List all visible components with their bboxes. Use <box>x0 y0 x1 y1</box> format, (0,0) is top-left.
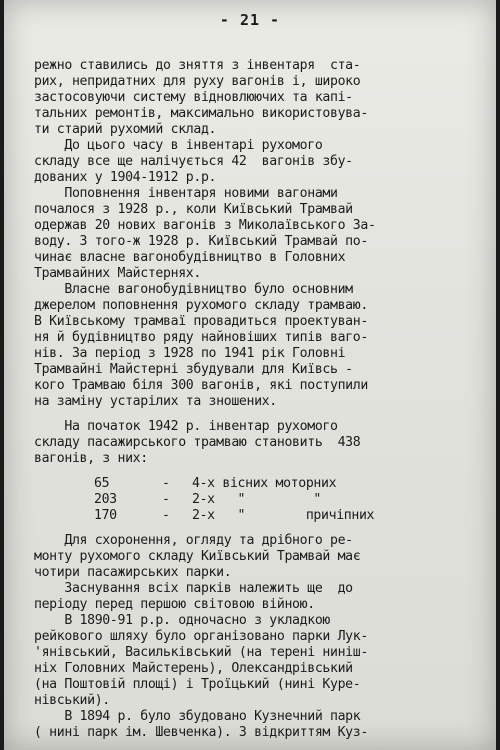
text-line: чинає власне вагонобудівництво в Головних <box>34 250 346 265</box>
text-line: ня й будівництво ряду найновіших типів ваго- <box>34 330 368 345</box>
text-line: ти старий рухомий склад. <box>34 122 217 137</box>
text-line: монту рухомого складу Київський Трамвай має <box>34 549 361 564</box>
text-line: дованих у 1904-1912 р.р. <box>34 170 217 185</box>
text-line: ніх Головних Майстерень), Олександрівський <box>34 661 353 676</box>
inventory-count: 65 <box>94 476 110 491</box>
paragraph-block-rolling-stock <box>34 58 482 282</box>
page-number: - 21 - <box>219 11 281 29</box>
inventory-count: 203 <box>94 492 117 507</box>
text-line: В 1894 р. було збудовано Кузнечний парк <box>34 709 361 724</box>
text-line: (на Поштовій площі) і Троїцький (нині Куре- <box>34 677 361 692</box>
paragraph-block-car-building <box>34 282 482 410</box>
text-line: воду. З того-ж 1928 р. Київський Трамвай по- <box>34 234 368 249</box>
inventory-dash: - <box>162 476 170 491</box>
text-line: На початок 1942 р. інвентар рухомого <box>34 419 338 434</box>
text-line: Трамвайних Майстернях. <box>34 266 201 281</box>
paragraph-block-inventory-1942 <box>34 419 482 467</box>
inventory-desc: 4-х вісних моторних <box>192 476 337 491</box>
page-body <box>34 58 482 741</box>
typewritten-page <box>4 0 496 750</box>
text-line: рейкового шляху було організовано парки Лук- <box>34 629 368 644</box>
text-line: До цього часу в інвентарі рухомого <box>34 138 323 153</box>
inventory-desc: 2-х " причіпних <box>192 508 375 523</box>
inventory-row <box>34 476 482 492</box>
text-line: 'янівський, Васильківський (на терені нинiш- <box>34 645 368 660</box>
text-line: Заснування всіх парків належить ще до <box>34 581 353 596</box>
inventory-dash: - <box>162 492 170 507</box>
text-line: нівський). <box>34 693 110 708</box>
paragraph-block-depots <box>34 533 482 709</box>
text-line: В Київському трамваї провадиться проектуван- <box>34 314 368 329</box>
text-line: складу все ще налічується 42 вагонів збу- <box>34 154 353 169</box>
text-line: В 1890-91 р.р. одночасно з укладкою <box>34 613 330 628</box>
text-line: джерелом поповнення рухомого складу трамваю. <box>34 298 368 313</box>
inventory-row <box>34 492 482 508</box>
text-line: Власне вагонобудівництво було основним <box>34 282 353 297</box>
text-line: чотири пасажирських парки. <box>34 565 232 580</box>
text-line: Трамвайні Майстерні збудували для Київсь - <box>34 362 353 377</box>
text-line: рих, непридатних для руху вагонів і, широко <box>34 74 361 89</box>
text-line: тальних ремонтів, максимально використовува- <box>34 106 368 121</box>
text-line: Для схоронення, огляду та дрібного ре- <box>34 533 353 548</box>
text-line: одержав 20 нових вагонів з Миколаївського За- <box>34 218 376 233</box>
text-line: вагонів, з них: <box>34 451 148 466</box>
text-line: почалося з 1928 р., коли Київський Трамвай <box>34 202 353 217</box>
text-line: періоду перед першою світовою війною. <box>34 597 315 612</box>
car-inventory-table <box>34 476 482 524</box>
text-line: нів. За період з 1928 по 1941 рік Головні <box>34 346 346 361</box>
text-line: ( нині парк ім. Шевченка). З відкриттям Куз- <box>34 725 368 740</box>
inventory-row <box>34 508 482 524</box>
paragraph-block-kuznechny-depot <box>34 709 482 741</box>
inventory-count: 170 <box>94 508 117 523</box>
text-line: кого Трамваю біля 300 вагонів, які поступили <box>34 378 368 393</box>
text-line: застосовуючи систему відновлюючих та капі- <box>34 90 353 105</box>
inventory-dash: - <box>162 508 170 523</box>
text-line: на заміну устарілих та зношених. <box>34 394 277 409</box>
text-line: Поповнення інвентаря новими вагонами <box>34 186 338 201</box>
text-line: складу пасажирського трамваю становить 438 <box>34 435 361 450</box>
inventory-desc: 2-х " " <box>192 492 322 507</box>
text-line: режно ставились до зняття з інвентаря ста- <box>34 58 361 73</box>
